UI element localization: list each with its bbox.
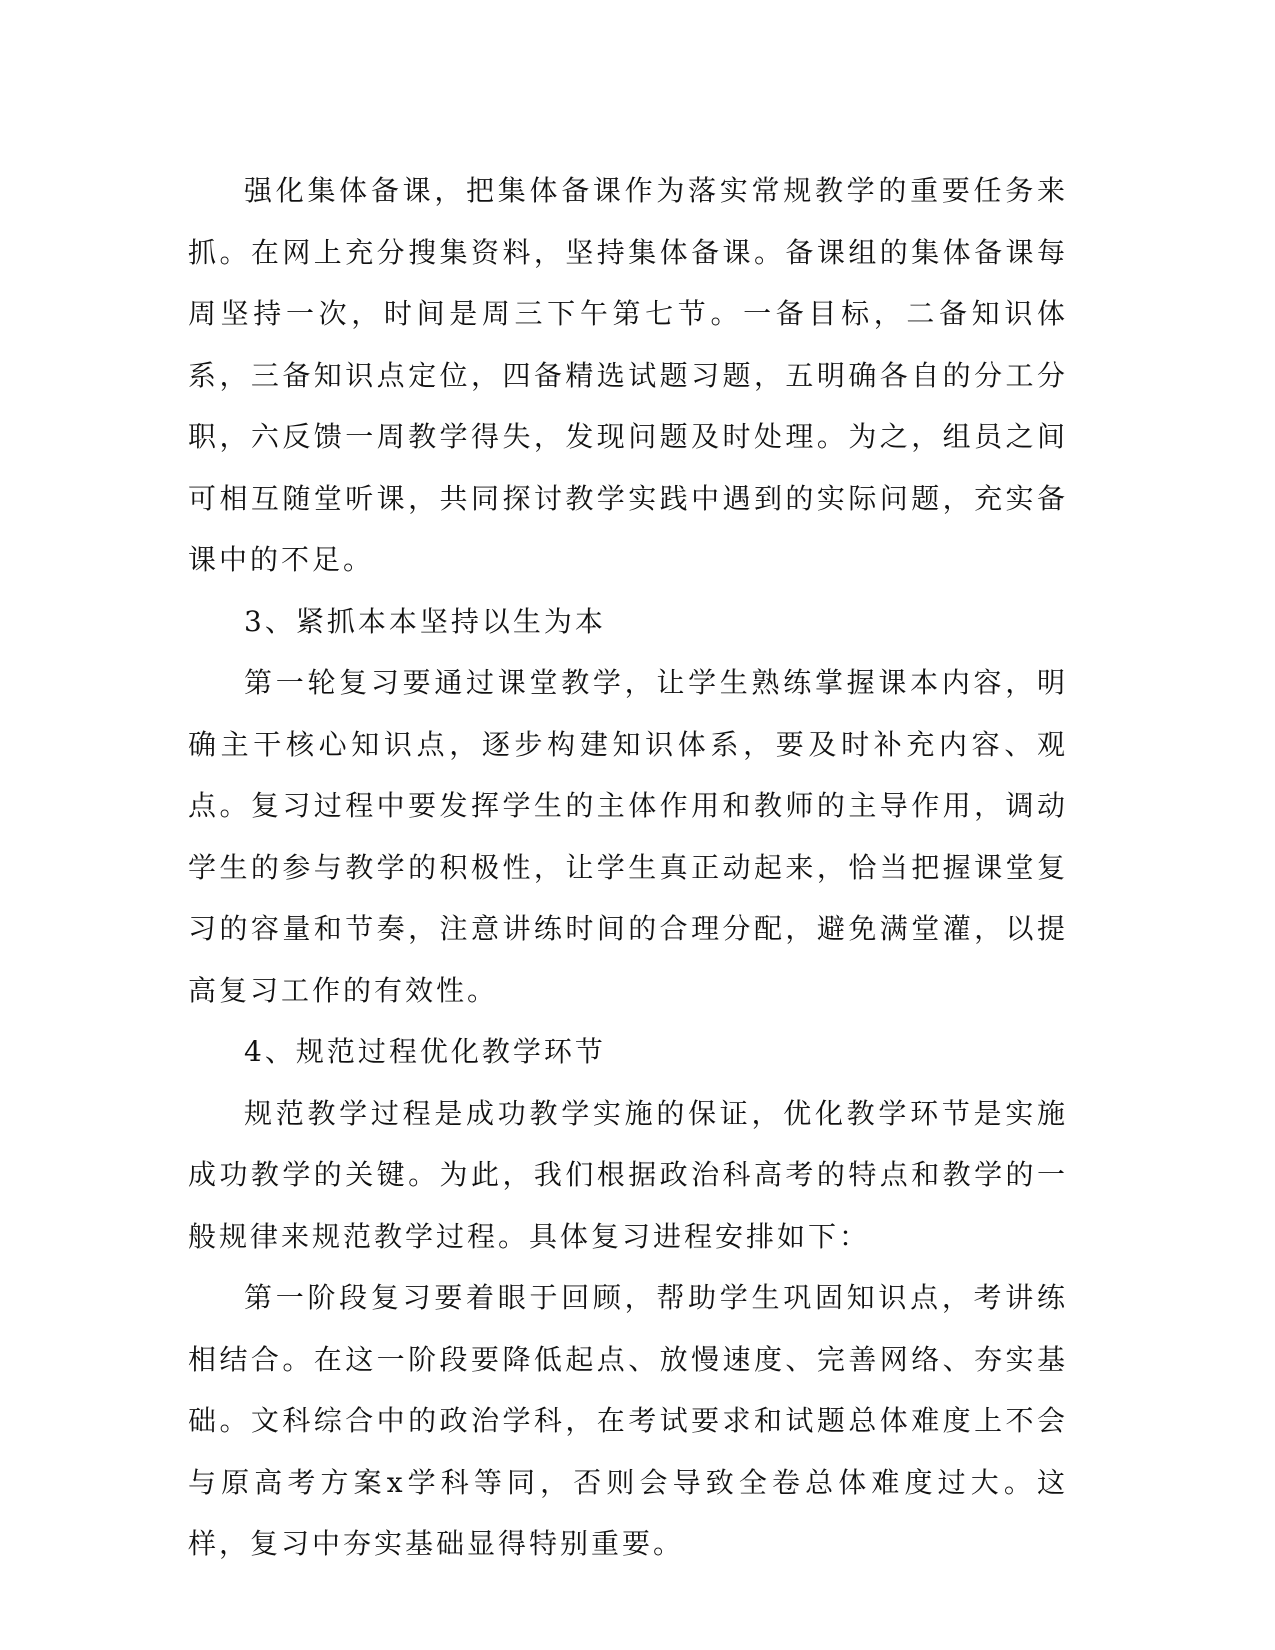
document-body [188, 160, 1068, 1575]
paragraph-collective-lesson-prep: 强化集体备课，把集体备课作为落实常规教学的重要任务来抓。在网上充分搜集资料，坚持集体备课。备课组的集体备课每周坚持一次，时间是周三下午第七节。一备目标，二备知识体系，三备知识点定位，四备精选试题习题，五明确各自的分工分职，六反馈一周教学得失，发现问题及时处理。为之，组员之间可相互随堂听课，共同探讨教学实践中遇到的实际问题，充实备课中的不足。 [188, 174, 1068, 576]
paragraph-first-stage-review: 第一阶段复习要着眼于回顾，帮助学生巩固知识点，考讲练相结合。在这一阶段要降低起点、放慢速度、完善网络、夯实基础。文科综合中的政治学科，在考试要求和试题总体难度上不会与原高考方案x学科等同，否则会导致全卷总体难度过大。这样，复习中夯实基础显得特别重要。 [188, 1281, 1068, 1560]
paragraph-first-round-review: 第一轮复习要通过课堂教学，让学生熟练掌握课本内容，明确主干核心知识点，逐步构建知识体系，要及时补充内容、观点。复习过程中要发挥学生的主体作用和教师的主导作用，调动学生的参与教学的积极性，让学生真正动起来，恰当把握课堂复习的容量和节奏，注意讲练时间的合理分配，避免满堂灌，以提高复习工作的有效性。 [188, 666, 1068, 1007]
paragraph-standardize-teaching: 规范教学过程是成功教学实施的保证，优化教学环节是实施成功教学的关键。为此，我们根据政治科高考的特点和教学的一般规律来规范教学过程。具体复习进程安排如下： [188, 1096, 1068, 1253]
heading-section-3: 3、紧抓本本坚持以生为本 [244, 604, 606, 638]
heading-section-4: 4、规范过程优化教学环节 [244, 1035, 606, 1068]
